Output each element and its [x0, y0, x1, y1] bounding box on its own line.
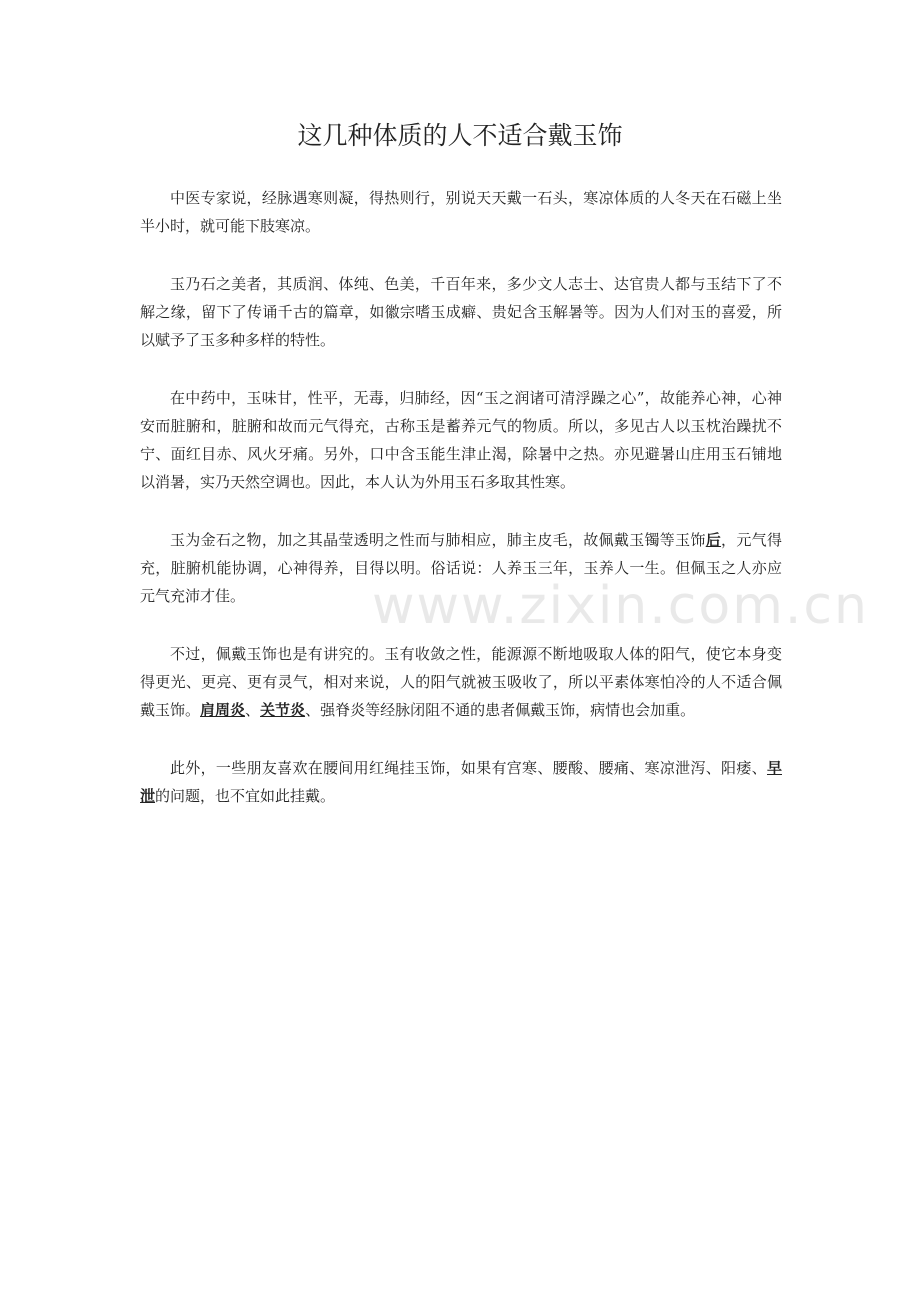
link-zaoxie[interactable]: 早泄: [140, 759, 782, 805]
paragraph-5-text-before: 不过，佩戴玉饰也是有讲究的。玉有收敛之性，能源源不断地吸取人体的阳气，使它本身变得更光、更亮、更有灵气，相对来说，人的阳气就被玉吸收了，所以平素体寒怕冷的人不适合佩戴玉饰。: [140, 645, 782, 719]
page-title: 这几种体质的人不适合戴玉饰: [297, 121, 623, 150]
paragraph-6-text-before: 此外，一些朋友喜欢在腰间用红绳挂玉饰，如果有宫寒、腰酸、腰痛、寒凉泄泻、阳痿、: [170, 759, 767, 777]
paragraph-5: [140, 640, 782, 724]
paragraph-2: 玉乃石之美者，其质润、体纯、色美，千百年来，多少文人志士、达官贵人都与玉结下了不解之缘，留下了传诵千古的篇章，如徽宗嗜玉成癖、贵妃含玉解暑等。因为人们对玉的喜爱，所以赋予了玉多种多样的特性。: [140, 275, 782, 349]
link-periarthritis[interactable]: 肩周炎: [200, 701, 246, 719]
article-body: [140, 184, 782, 840]
paragraph-5-separator: 、: [245, 701, 261, 719]
link-hou[interactable]: 后: [705, 531, 722, 549]
paragraph-3: 在中药中，玉味甘，性平，无毒，归肺经，因“玉之润诸可清浮躁之心”，故能养心神，心神安而脏腑和，脏腑和故而元气得充，古称玉是蓄养元气的物质。所以，多见古人以玉枕治躁扰不宁、面红目赤、风火牙痛。另外，口中含玉能生津止渴，除暑中之热。亦见避暑山庄用玉石铺地以消暑，实乃天然空调也。因此，本人认为外用玉石多取其性寒。: [140, 389, 782, 491]
paragraph-4-text-before: 玉为金石之物，加之其晶莹透明之性而与肺相应，肺主皮毛，故佩戴玉镯等玉饰: [170, 531, 706, 549]
watermark: www.zixin.com.cn: [372, 576, 869, 636]
paragraph-5-text-after: 、强脊炎等经脉闭阻不通的患者佩戴玉饰，病情也会加重。: [305, 701, 696, 719]
paragraph-1: 中医专家说，经脉遇寒则凝，得热则行，别说天天戴一石头，寒凉体质的人冬天在石磁上坐半小时，就可能下肢寒凉。: [140, 189, 782, 235]
link-arthritis[interactable]: 关节炎: [260, 701, 306, 719]
paragraph-6-text-after: 的问题，也不宜如此挂戴。: [155, 787, 336, 805]
paragraph-4: [140, 526, 782, 610]
paragraph-4-text-after: ，元气得充，脏腑机能协调，心神得养，目得以明。俗话说：人养玉三年，玉养人一生。但佩玉之人亦应元气充沛才佳。: [140, 531, 782, 605]
paragraph-6: [140, 754, 782, 810]
